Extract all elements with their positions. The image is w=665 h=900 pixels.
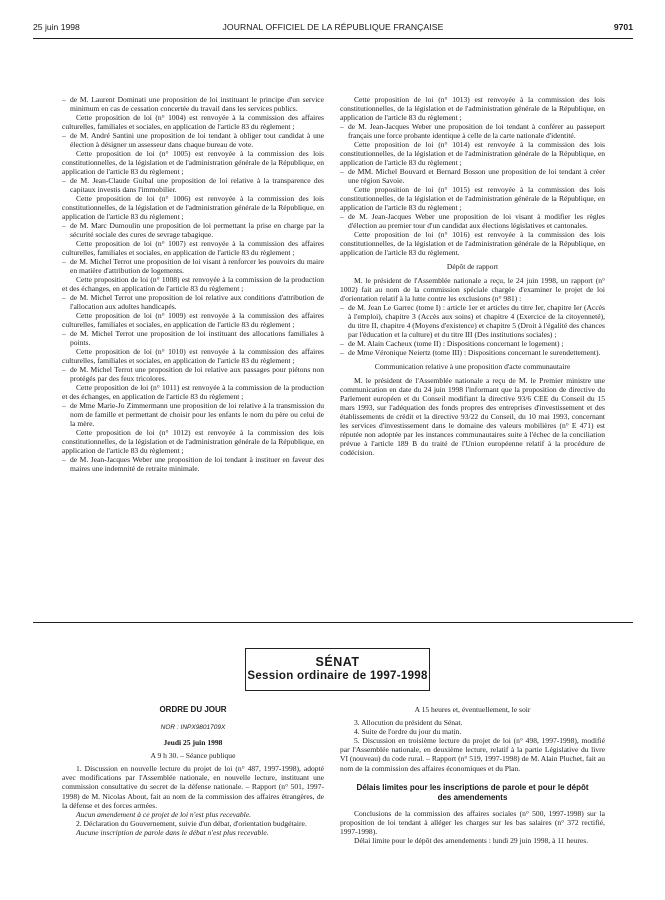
ordre-du-jour-right: [340, 705, 605, 845]
agenda-note-2: Aucune inscription de parole dans le débat n'est plus recevable.: [76, 827, 269, 837]
page-header: [33, 22, 633, 36]
list-item-text: de M. Michel Terrot une proposition de loi relative aux passages pour piétons non protégés par des feux tricolores.: [70, 365, 324, 383]
agenda-item-1: 1. Discussion en nouvelle lecture du projet de loi (n° 487, 1997-1998), adopté avec modifications par l'Assemblée nationale, en nouvelle lecture, instituant une commission consultative du secret de la défense nationale. – Rapport (n° 501, 1997-1998) de M. Nicolas About, fait au nom de la commission des affaires étrangères, de la défense et des forces armées.: [62, 764, 324, 810]
agenda-item-5: 5. Discussion en troisième lecture du projet de loi (n° 498, 1997-1998), modifié par l'Assemblée nationale, en deuxième lecture, relatif à la partie Législative du livre VI (nouveau) du code rural. – Rapport (n° 519, 1997-1998) de M. Alain Pluchet, fait au nom de la commission des affaires économiques et du Plan.: [340, 736, 605, 773]
header-title: JOURNAL OFFICIEL DE LA RÉPUBLIQUE FRANÇAISE: [222, 22, 444, 32]
agenda-item-4: 4. Suite de l'ordre du jour du matin.: [354, 727, 462, 737]
paragraph: Cette proposition de loi (n° 1015) est renvoyée à la commission des lois constitutionnelles, de la législation et de l'administration générale de la République, en application de l'article 83 du règlement ;: [340, 185, 605, 212]
paragraph: Cette proposition de loi (n° 1004) est renvoyée à la commission des affaires culturelles, familiales et sociales, en application de l'article 83 du règlement ;: [62, 113, 324, 131]
dash-bullet: –: [340, 122, 344, 131]
dash-bullet: –: [62, 293, 66, 302]
dash-bullet: –: [340, 212, 344, 221]
senat-subtitle: Session ordinaire de 1997-1998: [247, 670, 428, 682]
agenda-item-2: 2. Déclaration du Gouvernement, suivie d'un débat, d'orientation budgétaire.: [76, 818, 307, 828]
list-item: [340, 122, 605, 140]
paragraph: Cette proposition de loi (n° 1005) est renvoyée à la commission des lois constitutionnelles, de la législation et de l'administration générale de la République, en application de l'article 83 du règlement ;: [62, 149, 324, 176]
paragraph: Cette proposition de loi (n° 1007) est renvoyée à la commission des affaires culturelles, familiales et sociales, en application de l'article 83 du règlement ;: [62, 239, 324, 257]
dash-bullet: –: [62, 455, 66, 464]
list-item-text: de M. Laurent Dominati une proposition de loi instituant le principe d'un service minimum en cas de cessation concertée du travail dans les services publics.: [70, 95, 324, 113]
paragraph: Cette proposition de loi (n° 1013) est renvoyée à la commission des lois constitutionnelles, de la législation et de l'administration générale de la République, en application de l'article 83 du règlement ;: [340, 95, 605, 122]
list-item: [62, 329, 324, 347]
list-item: [340, 303, 605, 339]
right-column: [340, 95, 605, 457]
list-item: [340, 339, 605, 348]
list-item-text: de M. Jean-Jacques Weber une proposition de loi tendant à instituer en faveur des maires une indemnité de retraite minimale.: [70, 455, 324, 473]
list-item-text: de M. Alain Cacheux (tome II) : Dispositions concernant le logement) ;: [348, 339, 564, 348]
paragraph: Cette proposition de loi (n° 1016) est renvoyée à la commission des lois constitutionnelles, de la législation et de l'administration générale de la République, en application de l'article 83 du règlement.: [340, 230, 605, 257]
list-item-text: de M. Michel Terrot une proposition de loi visant à renforcer les pouvoirs du maire en matière d'attribution de logements.: [70, 257, 324, 275]
dash-bullet: –: [62, 401, 66, 410]
list-item: [340, 167, 605, 185]
paragraph: M. le président de l'Assemblée nationale a reçu, le 24 juin 1998, un rapport (n° 1002) fait au nom de la commission spéciale chargée d'examiner le projet de loi d'orientation relatif à la lutte contre les exclusions (n° 981) :: [340, 276, 605, 303]
ordre-du-jour-heading: ORDRE DU JOUR: [159, 705, 227, 714]
delais-heading: Délais limites pour les inscriptions de parole et pour le dépôt des amendements: [356, 782, 589, 802]
agenda-note-1: Aucun amendement à ce projet de loi n'est plus recevable.: [76, 809, 251, 819]
list-item: [62, 95, 324, 113]
list-item-text: de M. Jean-Jacques Weber une proposition de loi visant à modifier les règles d'élection au premier tour d'un candidat aux élections législatives et cantonales.: [348, 212, 605, 230]
list-item-text: de M. André Santini une proposition de loi tendant à obliger tout candidat à une élection à désigner un assesseur dans chaque bureau de vote.: [70, 131, 324, 149]
list-item: [62, 293, 324, 311]
senat-title-box: [245, 648, 430, 691]
list-item-text: de MM. Michel Bouvard et Bernard Bosson une proposition de loi tendant à créer une région Savoie.: [348, 167, 605, 185]
senat-title: SÉNAT: [315, 655, 360, 669]
list-item-text: de Mme Véronique Neiertz (tome III) : Dispositions concernant le surendettement).: [348, 348, 601, 357]
section-rule: [33, 622, 633, 623]
paragraph: Cette proposition de loi (n° 1010) est renvoyée à la commission des affaires culturelles, familiales et sociales, en application de l'article 83 du règlement ;: [62, 347, 324, 365]
list-item: [62, 131, 324, 149]
paragraph: Cette proposition de loi (n° 1012) est renvoyée à la commission des lois constitutionnelles, de la législation et de l'administration générale de la République, en application de l'article 83 du règlement ;: [62, 428, 324, 455]
list-item-text: de M. Jean-Jacques Weber une proposition de loi tendant à conférer au passeport français une force probante identique à celle de la carte nationale d'identité.: [348, 122, 605, 140]
list-item-text: de M. Michel Terrot une proposition de loi instituant des allocations familiales à points.: [70, 329, 324, 347]
delais-limit: Délai limite pour le dépôt des amendements : lundi 29 juin 1998, à 11 heures.: [354, 835, 589, 845]
morning-session: A 9 h 30. – Séance publique: [150, 751, 236, 761]
nor-reference: NOR : INPX9801709X: [160, 724, 226, 731]
list-item-text: de Mme Marie-Jo Zimmermann une proposition de loi relative à la transmission du nom de famille et permettant de choisir pour les enfants le nom du père ou celui de la mère.: [70, 401, 324, 428]
afternoon-session: A 15 heures et, éventuellement, le soir: [414, 705, 531, 714]
left-column: [62, 95, 324, 473]
paragraph: Cette proposition de loi (n° 1011) est renvoyée à la commission de la production et des échanges, en application de l'article 83 du règlement ;: [62, 383, 324, 401]
paragraph: Cette proposition de loi (n° 1006) est renvoyée à la commission des lois constitutionnelles, de la législation et de l'administration générale de la République, en application de l'article 83 du règlement ;: [62, 194, 324, 221]
list-item: [62, 401, 324, 428]
dash-bullet: –: [340, 303, 344, 312]
list-item: [62, 176, 324, 194]
dash-bullet: –: [62, 365, 66, 374]
paragraph: Cette proposition de loi (n° 1009) est renvoyée à la commission des affaires culturelles, familiales et sociales, en application de l'article 83 du règlement ;: [62, 311, 324, 329]
list-item: [62, 365, 324, 383]
list-item: [340, 212, 605, 230]
list-item-text: de M. Jean-Claude Guibal une proposition de loi relative à la transparence des capitaux investis dans l'immobilier.: [70, 176, 324, 194]
dash-bullet: –: [340, 167, 344, 176]
dash-bullet: –: [62, 257, 66, 266]
list-item: [340, 348, 605, 357]
list-item: [62, 455, 324, 473]
delais-text: Conclusions de la commission des affaires sociales (n° 500, 1997-1998) sur la proposition de loi tendant à alléger les charges sur les bas salaires (n° 372 rectifié, 1997-1998).: [340, 808, 605, 836]
dash-bullet: –: [340, 339, 344, 348]
header-date: 25 juin 1998: [33, 22, 80, 32]
dash-bullet: –: [62, 329, 66, 338]
dash-bullet: –: [62, 176, 66, 185]
paragraph: Cette proposition de loi (n° 1014) est renvoyée à la commission des lois constitutionnelles, de la législation et de l'administration générale de la République, en application de l'article 83 du règlement ;: [340, 140, 605, 167]
header-rule: [33, 38, 633, 39]
paragraph: M. le président de l'Assemblée nationale a reçu de M. le Premier ministre une communication en date du 24 juin 1998 l'informant que la proposition de directive du Parlement européen et du Conseil modifiant la directive 93/6 CEE du Conseil du 15 mars 1993, sur l'adéquation des fonds propres des entreprises d'investissement et des établissements de crédit et la directive 93/22 du Conseil, du 10 mai 1993, concernant les services d'investissement dans le domaine des valeurs mobilières (n° E 471) est réputée non adoptée par les instances communautaires suite à l'échec de la conciliation prévue à l'article 189 B du traité de l'Union européenne relatif à la procédure de codécision.: [340, 376, 605, 457]
section-heading: Communication relative à une proposition d'acte communautaire: [374, 362, 571, 371]
section-heading: Dépôt de rapport: [446, 262, 499, 271]
ordre-du-jour-left: [62, 705, 324, 837]
dash-bullet: –: [62, 221, 66, 230]
list-item: [62, 257, 324, 275]
list-item-text: de M. Jean Le Garrec (tome I) : article 1er et articles du titre Ier, chapitre Ier (Accès à l'emploi), chapitre 3 (Accès aux soins) et chapitre 4 (Exercice de la citoyenneté), du titre II, chapitre 4 (Moyens d'existence) et chapitre 5 (Droit à l'égalité des chances par l'éducation et la culture) et du titre III (Des institutions sociales) ;: [348, 303, 605, 339]
list-item-text: de M. Michel Terrot une proposition de loi relative aux conditions d'attribution de l'allocation aux adultes handicapés.: [70, 293, 324, 311]
dash-bullet: –: [62, 95, 66, 104]
header-page-number: 9701: [613, 22, 633, 32]
dash-bullet: –: [62, 131, 66, 140]
paragraph: Cette proposition de loi (n° 1008) est renvoyée à la commission de la production et des échanges, en application de l'article 83 du règlement ;: [62, 275, 324, 293]
list-item-text: de M. Marc Dumoulin une proposition de loi permettant la prise en charge par la sécurité sociale des cures de sevrage tabagique.: [70, 221, 324, 239]
agenda-item-3: 3. Allocution du président du Sénat.: [354, 718, 463, 728]
dash-bullet: –: [340, 348, 344, 357]
list-item: [62, 221, 324, 239]
session-date: Jeudi 25 juin 1998: [163, 738, 223, 748]
